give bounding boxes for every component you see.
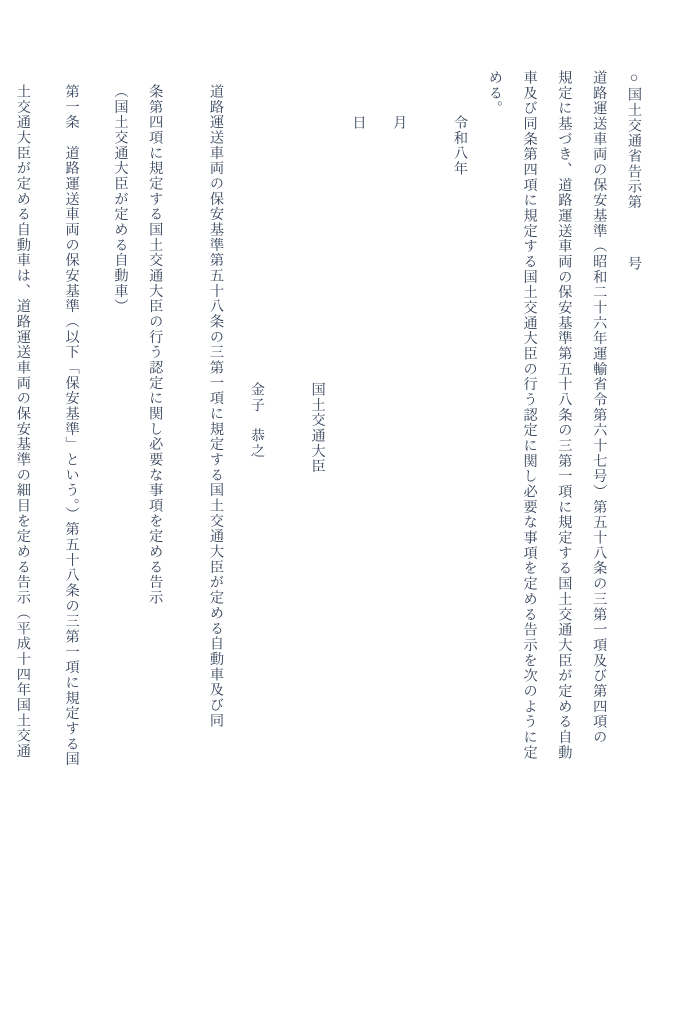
notice-number-line: ○国土交通省告示第 号 [626,70,642,272]
signer-title: 国土交通大臣 [309,382,326,475]
preamble-line-2: 規定に基づき、道路運送車両の保安基準第五十八条の三第一項に規定する国土交通大臣が定める自動 [556,70,573,761]
date-era-year: 令和八年 [452,115,469,177]
document-title-line-2: 条第四項に規定する国土交通大臣の行う認定に関し必要な事項を定める告示 [147,84,164,606]
date-month: 月 [391,115,408,131]
preamble-line-4: める。 [486,70,503,117]
date-day: 日 [350,115,367,131]
signer-name: 金子 恭之 [248,382,265,460]
article-1-line-2: 土交通大臣が定める自動車は、道路運送車両の保安基準の細目を定める告示（平成十四年国土交通 [14,84,31,759]
document-title-line-1: 道路運送車両の保安基準第五十八条の三第一項に規定する国土交通大臣が定める自動車及び同 [208,84,225,729]
preamble-line-1: 道路運送車両の保安基準（昭和二十六年運輸省令第六十七号）第五十八条の三第一項及び第四項の [591,70,608,745]
preamble-line-3: 車及び同条第四項に規定する国土交通大臣の行う認定に関し必要な事項を定める告示を次のように定 [521,70,538,761]
article-1-line-1: 第一条 道路運送車両の保安基準（以下「保安基準」という。）第五十八条の三第一項に規定する国 [63,84,80,768]
article-1-line-3 [0,70,5,970]
vertical-text-body [14,70,651,970]
section-heading: （国土交通大臣が定める自動車） [112,84,129,315]
